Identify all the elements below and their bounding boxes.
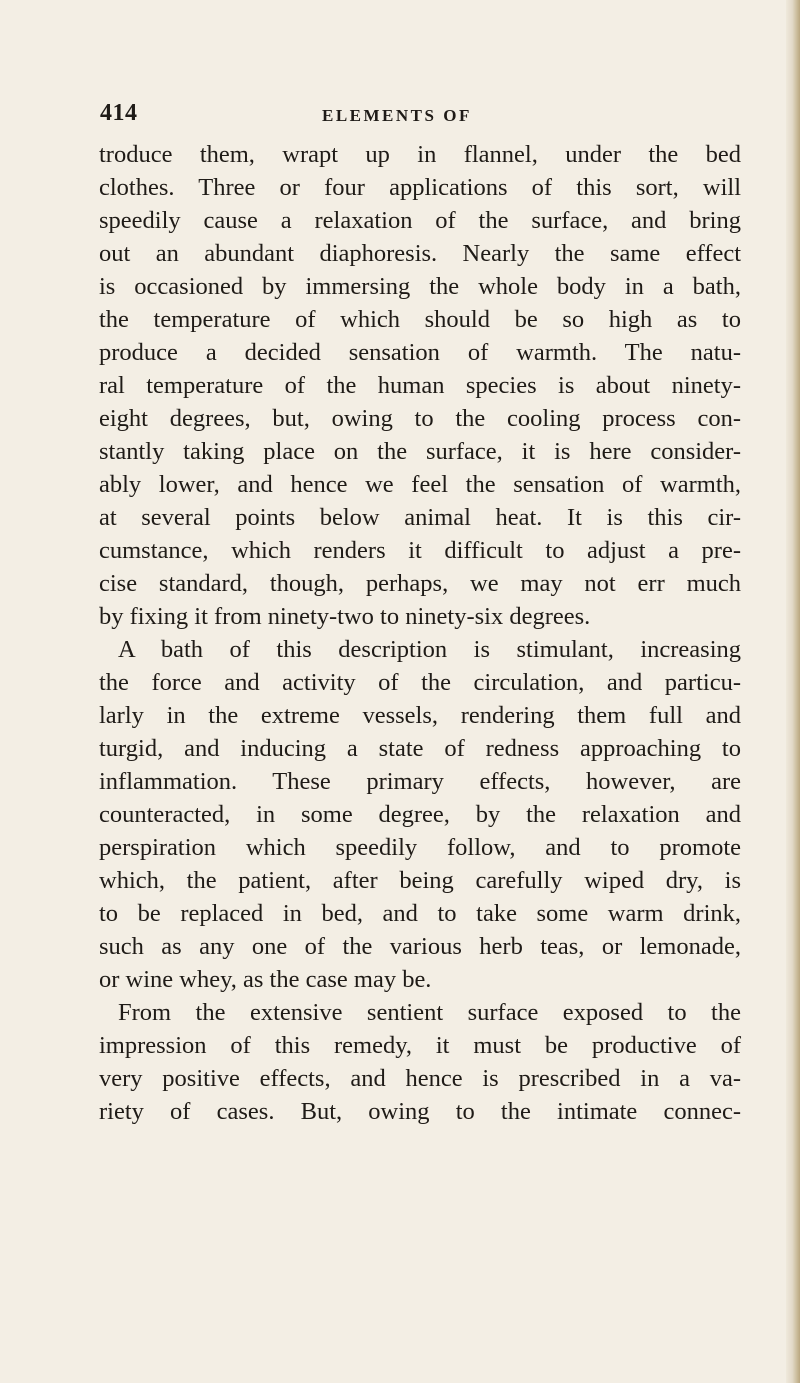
text-line: out an abundant diaphoresis. Nearly the same effect (99, 240, 741, 267)
body-text (99, 138, 741, 1128)
text-line: clothes. Three or four applications of this sort, will (99, 174, 741, 201)
text-line: or wine whey, as the case may be. (99, 966, 432, 993)
text-line: very positive effects, and hence is prescribed in a va- (99, 1065, 741, 1092)
text-line: A bath of this description is stimulant, increasing (118, 636, 741, 663)
text-line: perspiration which speedily follow, and to promote (99, 834, 741, 861)
text-line: such as any one of the various herb teas, or lemonade, (99, 933, 741, 960)
text-line: which, the patient, after being carefully wiped dry, is (99, 867, 741, 894)
text-line: ably lower, and hence we feel the sensation of warmth, (99, 471, 741, 498)
text-line: produce a decided sensation of warmth. The natu- (99, 339, 741, 366)
text-line: to be replaced in bed, and to take some warm drink, (99, 900, 741, 927)
text-line: eight degrees, but, owing to the cooling process con- (99, 405, 741, 432)
text-line: the temperature of which should be so high as to (99, 306, 741, 333)
text-line: turgid, and inducing a state of redness approaching to (99, 735, 741, 762)
text-line: speedily cause a relaxation of the surface, and bring (99, 207, 741, 234)
text-line: the force and activity of the circulation, and particu- (99, 669, 741, 696)
text-line: at several points below animal heat. It is this cir- (99, 504, 741, 531)
page-number: 414 (100, 100, 138, 126)
text-line: troduce them, wrapt up in flannel, under the bed (99, 141, 741, 168)
text-line: counteracted, in some degree, by the relaxation and (99, 801, 741, 828)
text-line: is occasioned by immersing the whole body in a bath, (99, 273, 741, 300)
text-line: cise standard, though, perhaps, we may not err much (99, 570, 741, 597)
text-line: stantly taking place on the surface, it is here consider- (99, 438, 741, 465)
running-head: ELEMENTS OF (322, 106, 472, 125)
text-line: ral temperature of the human species is about ninety- (99, 372, 741, 399)
text-line: impression of this remedy, it must be productive of (99, 1032, 741, 1059)
text-line: by fixing it from ninety-two to ninety-six degrees. (99, 603, 591, 630)
text-line: cumstance, which renders it difficult to adjust a pre- (99, 537, 741, 564)
text-line: inflammation. These primary effects, however, are (99, 768, 741, 795)
text-line: larly in the extreme vessels, rendering them full and (99, 702, 741, 729)
page-edge-shadow (786, 0, 800, 1383)
page-header (100, 100, 740, 132)
text-line: From the extensive sentient surface exposed to the (118, 999, 741, 1026)
text-line: riety of cases. But, owing to the intimate connec- (99, 1098, 741, 1125)
